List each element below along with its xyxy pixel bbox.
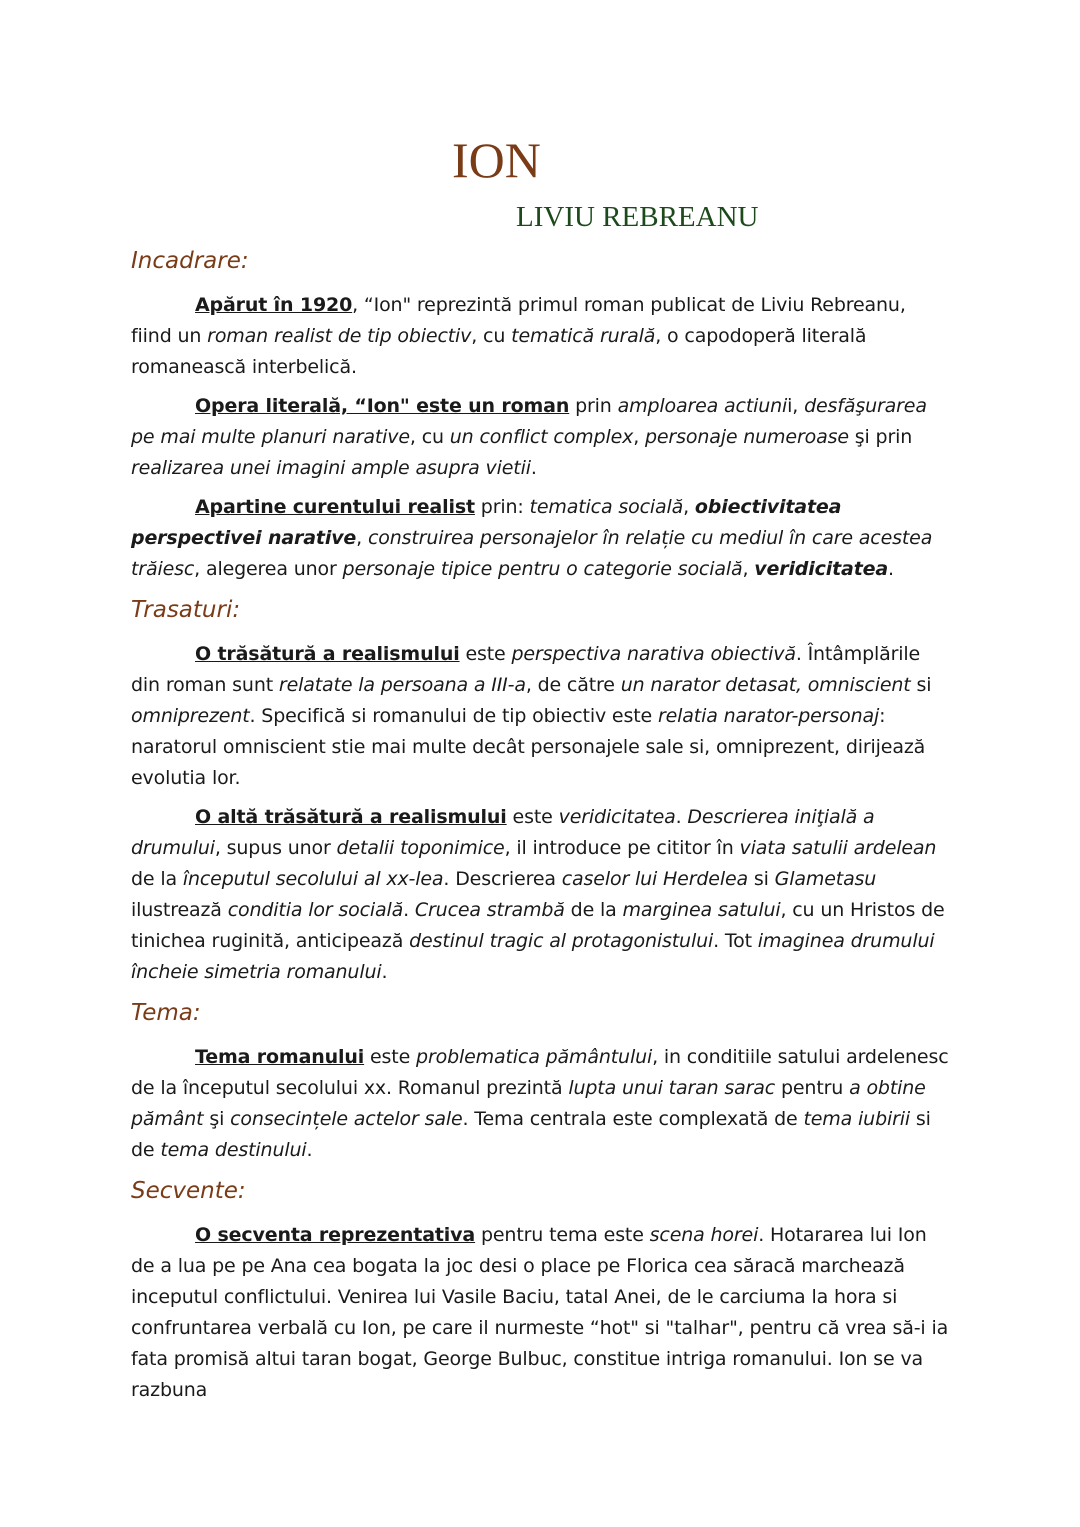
- text-run: ,: [742, 558, 755, 580]
- text-run: este: [459, 643, 512, 665]
- text-run: este: [364, 1046, 417, 1068]
- body-paragraph: [131, 1042, 951, 1166]
- text-run: ilustrează: [131, 899, 228, 921]
- italic-text: lupta unui taran sarac: [568, 1077, 776, 1099]
- text-run: .: [530, 457, 537, 479]
- text-run: prin:: [474, 496, 530, 518]
- italic-text: tematica socială: [529, 496, 684, 518]
- italic-text: un conflict complex: [449, 426, 634, 448]
- italic-text: personaje numeroase: [644, 426, 849, 448]
- text-run: pentru: [775, 1077, 850, 1099]
- italic-text: tema destinului: [160, 1139, 307, 1161]
- text-run: , cu: [471, 325, 512, 347]
- italic-text: consecințele actelor sale: [230, 1108, 463, 1130]
- text-run: , alegerea unor: [194, 558, 343, 580]
- body-paragraph: [131, 639, 951, 794]
- italic-text: Descrierea iniţială a drumului: [131, 806, 875, 859]
- body-paragraph: [131, 1220, 951, 1406]
- text-run: si: [910, 674, 932, 696]
- text-run: : naratorul omniscient stie mai multe decât personajele sale si, omniprezent, dirijează evolutia lor.: [131, 705, 926, 789]
- bold-italic-text: obiectivitatea perspectivei narative: [131, 496, 842, 549]
- italic-text: un narator detasat, omniscient: [620, 674, 911, 696]
- section-heading: Incadrare:: [131, 248, 249, 274]
- paragraph-lead: O secventa reprezentativa: [195, 1224, 476, 1246]
- italic-text: tematică rurală: [511, 325, 656, 347]
- text-run: .: [403, 899, 415, 921]
- paragraph-lead: Apărut în 1920: [195, 294, 353, 316]
- text-run: . Tot: [713, 930, 758, 952]
- body-paragraph: [131, 290, 951, 383]
- text-run: .: [675, 806, 688, 828]
- text-run: . Specifică si romanului de tip obiectiv este: [249, 705, 658, 727]
- italic-text: desfăşurarea pe mai multe planuri narative: [131, 395, 927, 448]
- italic-text: Crucea strambă: [414, 899, 565, 921]
- italic-text: relatate la persoana a III-a: [278, 674, 526, 696]
- text-run: . Descrierea: [443, 868, 562, 890]
- italic-text: detalii toponimice: [336, 837, 505, 859]
- italic-text: scena horei: [649, 1224, 759, 1246]
- italic-text: conditia lor socială: [227, 899, 404, 921]
- italic-text: imaginea drumului încheie simetria romanului: [131, 930, 935, 983]
- paragraph-lead: Opera literală, “Ion" este un roman: [195, 395, 570, 417]
- italic-text: viata satulii ardelean: [739, 837, 937, 859]
- text-run: şi: [203, 1108, 231, 1130]
- paragraph-lead: Apartine curentului realist: [195, 496, 475, 518]
- text-run: este: [506, 806, 559, 828]
- section-heading: Tema:: [131, 1000, 201, 1026]
- italic-text: tema iubirii: [803, 1108, 911, 1130]
- text-run: pentru tema este: [475, 1224, 650, 1246]
- italic-text: marginea satului: [622, 899, 781, 921]
- text-run: de la: [131, 868, 183, 890]
- text-run: , cu un Hristos de tinichea ruginită, anticipează: [131, 899, 945, 952]
- paragraph-lead: Tema romanului: [195, 1046, 365, 1068]
- italic-text: problematica pământului: [416, 1046, 653, 1068]
- italic-text: relatia narator-personaj: [657, 705, 880, 727]
- text-run: i,: [787, 395, 805, 417]
- text-run: . Tema centrala este complexată de: [462, 1108, 804, 1130]
- bold-italic-text: veridicitatea: [754, 558, 889, 580]
- text-run: , supus unor: [214, 837, 337, 859]
- document-body: [131, 244, 951, 1414]
- italic-text: omniprezent: [131, 705, 250, 727]
- text-run: , o capodoperă literală romanească interbelică.: [131, 325, 867, 378]
- text-run: ,: [683, 496, 695, 518]
- text-run: . Hotararea lui Ion de a lua pe pe Ana cea bogata la joc desi o place pe Florica cea săracă marchează inceputul conflictului. Venirea lui Vasile Baciu, tatal Anei, de le carciuma la hora si confruntarea verbală cu Ion, pe care il nurmeste “hot" si "talhar", pentru că vrea să-i ia fata promisă altui taran bogat, George Bulbuc, constitue intriga romanului. Ion se va razbuna: [131, 1224, 949, 1401]
- italic-text: caselor lui Herdelea: [561, 868, 748, 890]
- text-run: . Întâmplările din roman sunt: [131, 643, 921, 696]
- italic-text: construirea personajelor în relație cu mediul în care acestea trăiesc: [131, 527, 933, 580]
- text-run: prin: [569, 395, 618, 417]
- italic-text: personaje tipice pentru o categorie socială: [342, 558, 743, 580]
- italic-text: destinul tragic al protagonistului: [409, 930, 714, 952]
- text-run: ,: [633, 426, 645, 448]
- document-title: ION: [452, 132, 541, 188]
- text-run: , “Ion" reprezintă primul roman publicat de Liviu Rebreanu, fiind un: [131, 294, 906, 347]
- text-run: .: [381, 961, 388, 983]
- italic-text: amploarea actiuni: [617, 395, 788, 417]
- text-run: de la: [564, 899, 623, 921]
- italic-text: realizarea unei imagini ample asupra vietii: [131, 457, 531, 479]
- italic-text: a obtine pământ: [131, 1077, 926, 1130]
- italic-text: Glametasu: [774, 868, 877, 890]
- paragraph-lead: O trăsătură a realismului: [195, 643, 460, 665]
- text-run: , il introduce pe cititor în: [504, 837, 740, 859]
- body-paragraph: [131, 391, 951, 484]
- text-run: .: [888, 558, 894, 580]
- text-run: , cu: [409, 426, 450, 448]
- text-run: .: [306, 1139, 313, 1161]
- text-run: şi prin: [848, 426, 913, 448]
- text-run: si: [748, 868, 775, 890]
- italic-text: roman realist de tip obiectiv: [207, 325, 472, 347]
- body-paragraph: [131, 802, 951, 988]
- italic-text: începutul secolului al xx-lea: [182, 868, 444, 890]
- text-run: si de: [131, 1108, 931, 1161]
- italic-text: veridicitatea: [558, 806, 676, 828]
- body-paragraph: [131, 492, 951, 585]
- paragraph-lead: O altă trăsătură a realismului: [195, 806, 507, 828]
- text-run: ,: [356, 527, 368, 549]
- section-heading: Secvente:: [131, 1178, 246, 1204]
- italic-text: perspectiva narativa obiectivă: [511, 643, 796, 665]
- document-author: LIVIU REBREANU: [516, 201, 759, 233]
- text-run: , in conditiile satului ardelenesc de la începutul secolului xx. Romanul prezintă: [131, 1046, 949, 1099]
- section-heading: Trasaturi:: [131, 597, 241, 623]
- text-run: , de către: [525, 674, 621, 696]
